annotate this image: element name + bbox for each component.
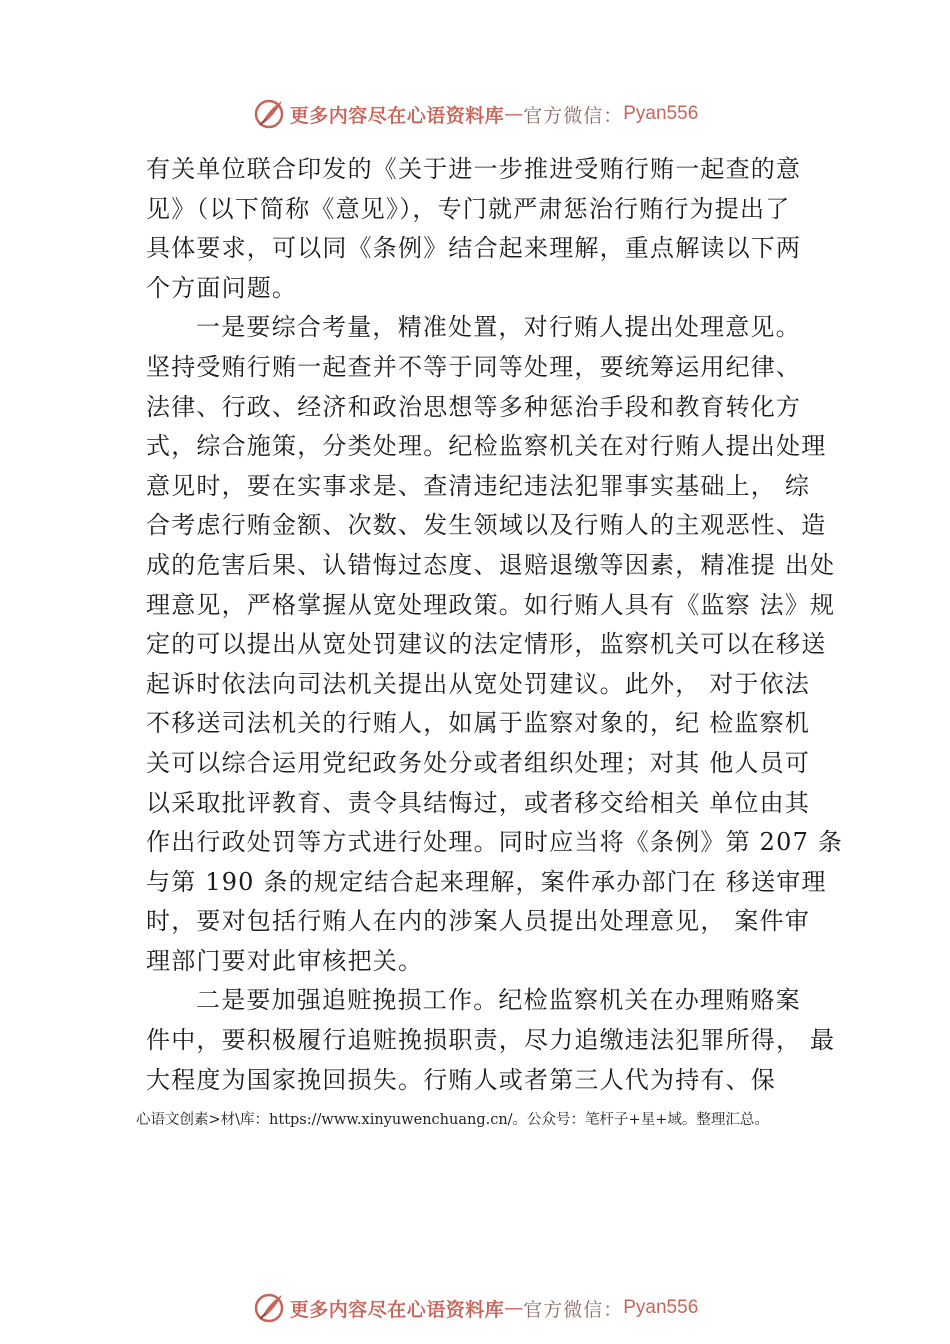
text-line: 件中，要积极履行追赃挽损职责，尽力追缴违法犯罪所得， 最 bbox=[146, 1026, 836, 1055]
text-line: 式，综合施策，分类处理。纪检监察机关在对行贿人提出处理 bbox=[146, 432, 827, 461]
body-text bbox=[146, 150, 844, 1100]
text-line: 理意见，严格掌握从宽处理政策。如行贿人具有《监察 法》规 bbox=[146, 590, 836, 619]
header-brand: 更多内容尽在心语资料库 bbox=[289, 1298, 505, 1321]
quill-logo-icon bbox=[252, 1291, 286, 1325]
text-line: 大程度为国家挽回损失。行贿人或者第三人代为持有、保 bbox=[146, 1065, 776, 1094]
header-dash: — bbox=[504, 103, 524, 125]
text-line: 成的危害后果、认错悔过态度、退赔退缴等因素，精准提 出处 bbox=[146, 550, 836, 579]
text-line: 起诉时依法向司法机关提出从宽处罚建议。此外， 对于依法 bbox=[146, 669, 811, 698]
paragraph-start: 二是要加强追赃挽损工作。纪检监察机关在办理贿赂案 bbox=[196, 986, 801, 1015]
header-wechat-id: Pyan556 bbox=[623, 1297, 699, 1318]
text-line: 意见时，要在实事求是、查清违纪违法犯罪事实基础上， 综 bbox=[146, 471, 811, 500]
page-header-bottom bbox=[0, 1288, 950, 1328]
text-line: 作出行政处罚等方式进行处理。同时应当将《条例》第 207 条 bbox=[146, 828, 844, 857]
quill-logo-icon bbox=[252, 97, 286, 131]
text-line: 个方面问题。 bbox=[146, 273, 298, 302]
header-label: 官方微信： bbox=[523, 1298, 624, 1321]
text-line: 定的可以提出从宽处罚建议的法定情形，监察机关可以在移送 bbox=[146, 630, 827, 659]
text-line: 以采取批评教育、责令具结悔过，或者移交给相关 单位由其 bbox=[146, 788, 811, 817]
text-line: 见》（以下简称《意见》），专门就严肃惩治行贿行为提出了 bbox=[146, 194, 791, 223]
header-label: 官方微信： bbox=[523, 104, 624, 127]
text-line: 理部门要对此审核把关。 bbox=[146, 946, 424, 975]
text-line: 有关单位联合印发的《关于进一步推进受贿行贿一起查的意 bbox=[146, 155, 802, 183]
paragraph-start: 一是要综合考量，精准处置，对行贿人提出处理意见。 bbox=[196, 313, 801, 342]
header-dash: — bbox=[504, 1297, 524, 1319]
text-line: 具体要求，可以同《条例》结合起来理解，重点解读以下两 bbox=[146, 234, 802, 263]
text-line: 坚持受贿行贿一起查并不等于同等处理，要统筹运用纪律、 bbox=[146, 352, 802, 381]
source-footer: 心语文创素>材\库：https://www.xinyuwenchuang.cn/。公众号：笔杆子+星+域。整理汇总。 bbox=[136, 1112, 769, 1128]
header-wechat-id: Pyan556 bbox=[623, 103, 699, 124]
page-header-top bbox=[0, 94, 950, 134]
text-line: 关可以综合运用党纪政务处分或者组织处理；对其 他人员可 bbox=[146, 748, 811, 777]
text-line: 与第 190 条的规定结合起来理解，案件承办部门在 移送审理 bbox=[146, 867, 827, 896]
header-brand: 更多内容尽在心语资料库 bbox=[289, 104, 505, 127]
text-line: 合考虑行贿金额、次数、发生领域以及行贿人的主观恶性、造 bbox=[146, 511, 827, 540]
text-line: 不移送司法机关的行贿人，如属于监察对象的，纪 检监察机 bbox=[146, 709, 811, 738]
text-line: 时，要对包括行贿人在内的涉案人员提出处理意见， 案件审 bbox=[146, 907, 811, 936]
text-line: 法律、行政、经济和政治思想等多种惩治手段和教育转化方 bbox=[146, 392, 802, 421]
